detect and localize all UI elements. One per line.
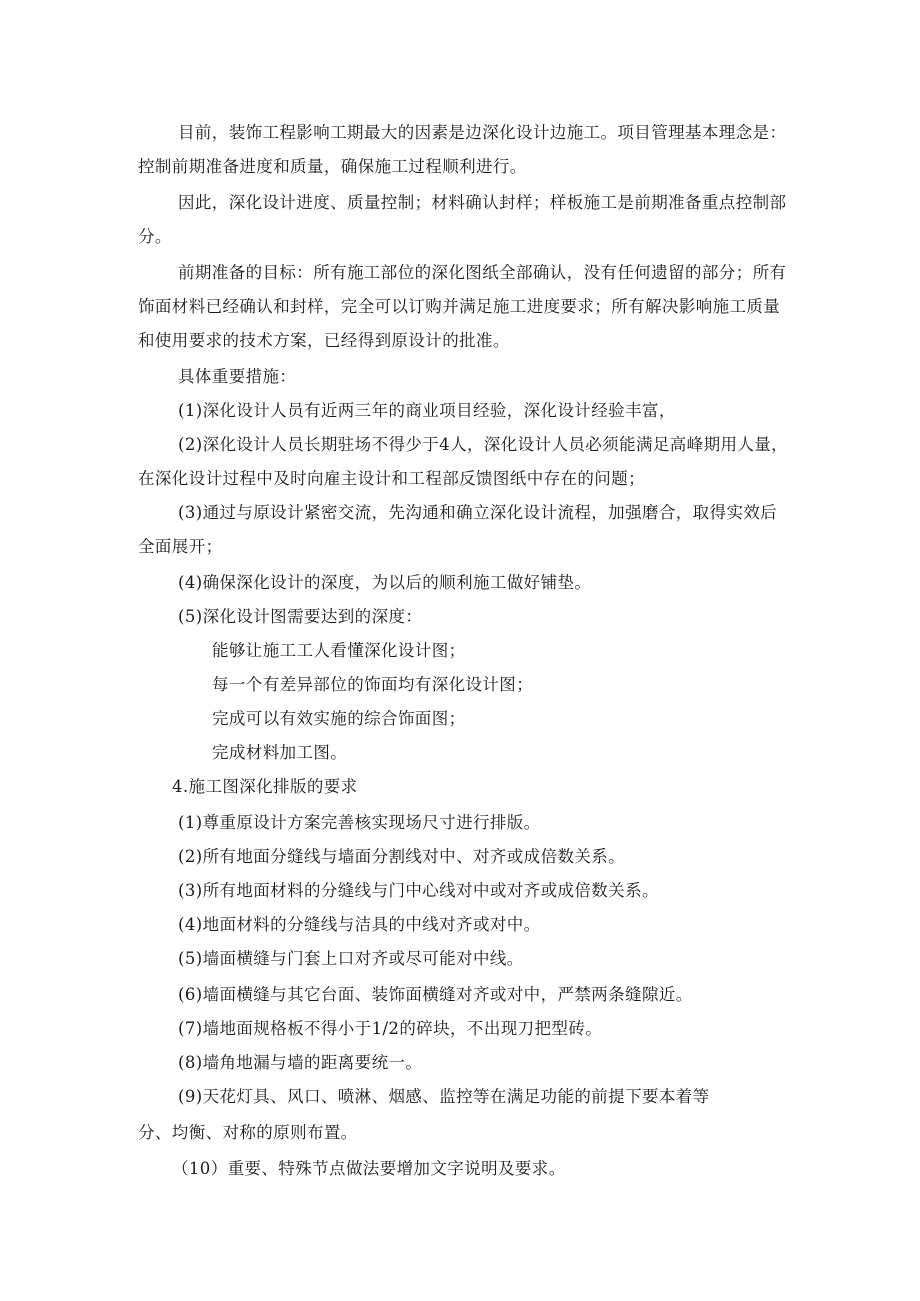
- list-item: (6)墙面横缝与其它台面、装饰面横缝对齐或对中，严禁两条缝隙近。: [178, 985, 693, 1004]
- list-item: (1)深化设计人员有近两三年的商业项目经验，深化设计经验丰富，: [178, 401, 676, 420]
- paragraph-line: 目前，装饰工程影响工期最大的因素是边深化设计边施工。项目管理基本理念是：: [178, 123, 787, 142]
- paragraph-line: 分。: [138, 227, 172, 246]
- paragraph-line: 在深化设计过程中及时向雇主设计和工程部反馈图纸中存在的问题；: [138, 469, 645, 488]
- list-item: （10）重要、特殊节点做法要增加文字说明及要求。: [172, 1159, 566, 1178]
- sub-item: 每一个有差异部位的饰面均有深化设计图；: [212, 675, 534, 694]
- list-item: (2)所有地面分缝线与墙面分割线对中、对齐或成倍数关系。: [178, 847, 626, 866]
- paragraph-line: 分、均衡、对称的原则布置。: [138, 1123, 358, 1142]
- list-item: (8)墙角地漏与墙的距离要统一。: [178, 1053, 423, 1072]
- list-item: (7)墙地面规格板不得小于1/2的碎块，不出现刀把型砖。: [178, 1019, 603, 1038]
- paragraph-line: 饰面材料已经确认和封样，完全可以订购并满足施工进度要求；所有解决影响施工质量: [138, 297, 781, 316]
- paragraph-line: 因此，深化设计进度、质量控制；材料确认封样；样板施工是前期准备重点控制部: [178, 193, 787, 212]
- section-heading: 4.施工图深化排版的要求: [172, 777, 358, 796]
- list-item: (4)确保深化设计的深度，为以后的顺利施工做好铺垫。: [178, 573, 592, 592]
- sub-item: 完成材料加工图。: [212, 743, 348, 762]
- list-item: (4)地面材料的分缝线与洁具的中线对齐或对中。: [178, 915, 541, 934]
- list-item: (2)深化设计人员长期驻场不得少于4人，深化设计人员必须能满足高峰期用人量，: [178, 435, 789, 454]
- list-item: (3)通过与原设计紧密交流，先沟通和确立深化设计流程，加强磨合，取得实效后: [178, 503, 778, 522]
- paragraph-line: 和使用要求的技术方案，已经得到原设计的批准。: [138, 331, 510, 350]
- paragraph-line: 全面展开；: [138, 537, 223, 556]
- list-item: (9)天花灯具、风口、喷淋、烟感、监控等在满足功能的前提下要本着等: [178, 1087, 710, 1106]
- sub-item: 能够让施工工人看懂深化设计图；: [212, 641, 466, 660]
- paragraph-line: 控制前期准备进度和质量，确保施工过程顺利进行。: [138, 157, 527, 176]
- sub-item: 完成可以有效实施的综合饰面图；: [212, 709, 466, 728]
- list-item: (1)尊重原设计方案完善核实现场尺寸进行排版。: [178, 813, 541, 832]
- list-item: (5)深化设计图需要达到的深度：: [178, 607, 423, 626]
- paragraph-line: 前期准备的目标：所有施工部位的深化图纸全部确认，没有任何遗留的部分；所有: [178, 263, 787, 282]
- list-item: (5)墙面横缝与门套上口对齐或尽可能对中线。: [178, 949, 524, 968]
- list-item: (3)所有地面材料的分缝线与门中心线对中或对齐或成倍数关系。: [178, 881, 659, 900]
- paragraph-line: 具体重要措施：: [178, 367, 297, 386]
